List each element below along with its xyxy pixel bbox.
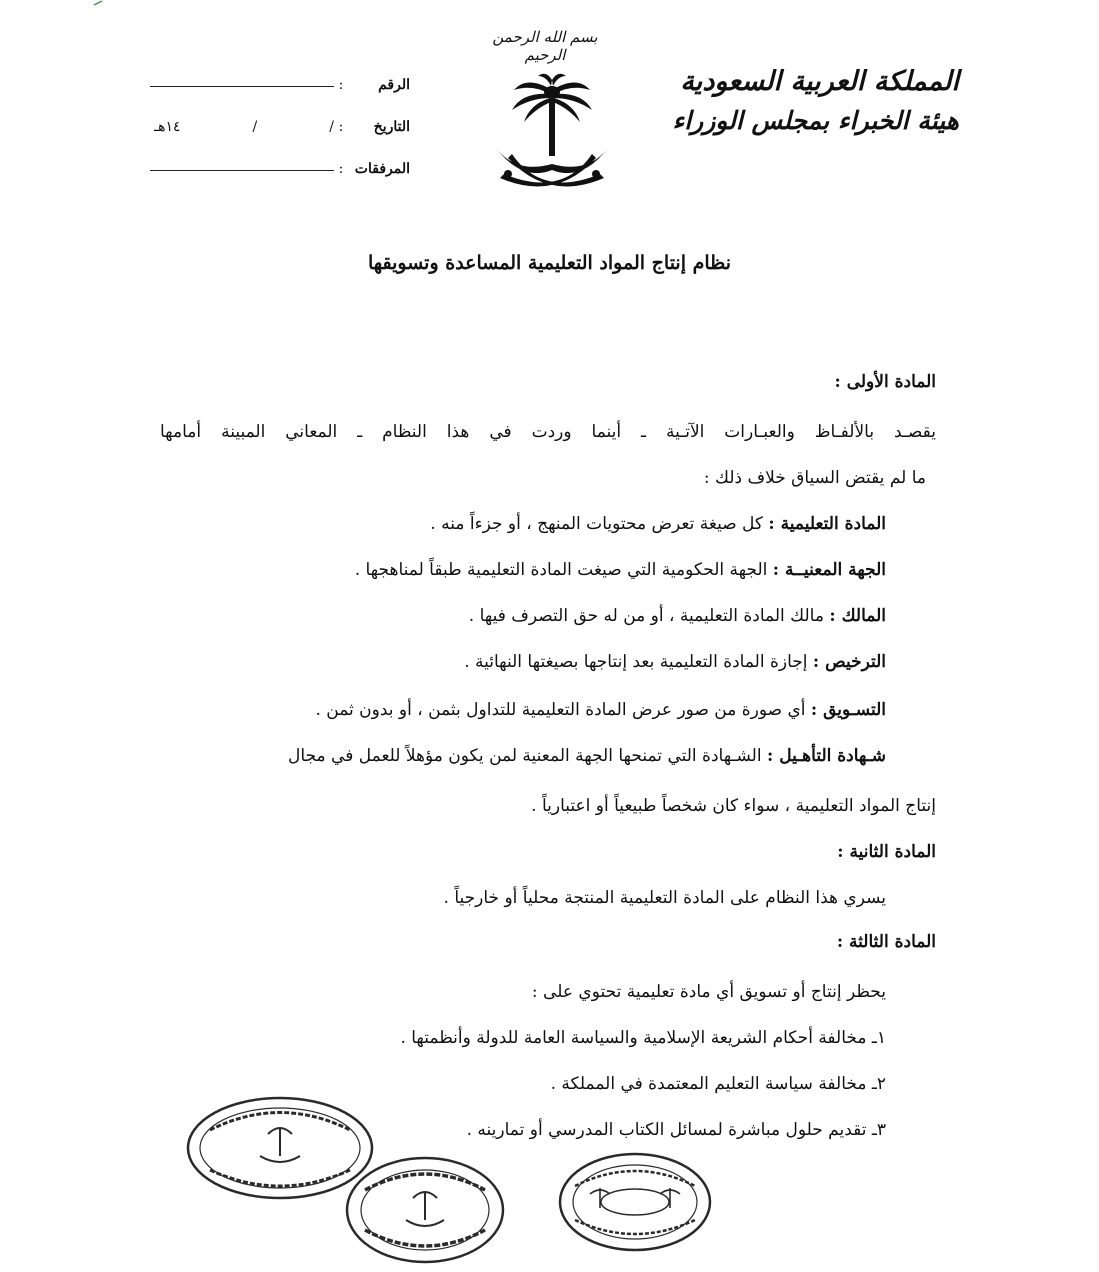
article3-list-item: ٣ـ تقديم حلول مباشرة لمسائل الكتاب المدرسي أو تمارينه . <box>466 1120 886 1140</box>
date-sep-1: / <box>329 119 334 135</box>
article1-intro-line1: يقصـد بالألفـاظ والعبـارات الآتـية ـ أينما وردت في هذا النظام ـ المعاني المبينة أمامها <box>160 422 936 442</box>
definition-item <box>315 700 886 720</box>
definition-term: المالك : <box>829 606 886 626</box>
corner-mark-icon <box>92 0 116 6</box>
definition-text: الجهة الحكومية التي صيغت المادة التعليمية طبقاً لمناهجها . <box>354 560 773 580</box>
article1-intro-line2: ما لم يقتض السياق خلاف ذلك : <box>703 468 926 488</box>
definition-continuation: إنتاج المواد التعليمية ، سواء كان شخصاً طبيعياً أو اعتبارياً . <box>531 796 936 816</box>
date-colon: : <box>338 119 344 135</box>
date-sep-2: / <box>252 119 258 135</box>
article3-intro: يحظر إنتاج أو تسويق أي مادة تعليمية تحتوي على : <box>531 982 886 1002</box>
reference-block <box>150 64 410 190</box>
definition-text: كل صيغة تعرض محتويات المنهج ، أو جزءاً منه . <box>430 514 769 534</box>
attachments-label: المرفقات <box>354 161 410 177</box>
date-label: التاريخ <box>373 119 410 135</box>
definition-item <box>469 606 886 626</box>
definition-item <box>160 746 886 766</box>
number-colon: : <box>338 77 344 93</box>
date-row <box>150 106 410 148</box>
definition-term: الترخيص : <box>812 652 886 672</box>
definition-item <box>464 652 886 672</box>
bismillah: بسم الله الرحمن الرحيم <box>492 28 598 64</box>
document-title: نظام إنتاج المواد التعليمية المساعدة وتسويقها <box>367 252 732 274</box>
definition-item <box>430 514 886 534</box>
definition-text: إجازة المادة التعليمية بعد إنتاجها بصيغتها النهائية . <box>464 652 813 672</box>
article2-text: يسري هذا النظام على المادة التعليمية المنتجة محلياً أو خارجياً . <box>443 888 886 908</box>
definition-term: شـهادة التأهـيل : <box>767 746 886 766</box>
article3-heading: المادة الثالثة : <box>836 932 936 952</box>
article3-list-item: ١ـ مخالفة أحكام الشريعة الإسلامية والسياسة العامة للدولة وأنظمتها . <box>400 1028 886 1048</box>
definition-text: مالك المادة التعليمية ، أو من له حق التصرف فيها . <box>468 606 830 626</box>
article1-heading: المادة الأولى : <box>834 372 936 392</box>
definition-term: الجهة المعنيــة : <box>772 560 886 580</box>
article3-list-item: ٢ـ مخالفة سياسة التعليم المعتمدة في المملكة . <box>550 1074 886 1094</box>
date-suffix: ١٤هـ <box>154 119 181 135</box>
stamp-certified-copy-icon <box>560 1154 710 1250</box>
number-row <box>150 64 410 106</box>
number-field-line <box>150 86 334 87</box>
number-label: الرقم <box>378 77 410 93</box>
attachments-field-line <box>150 170 334 171</box>
definition-term: التسـويق : <box>810 700 886 720</box>
stamp-experts-icon <box>188 1098 372 1198</box>
organization-authority: هيئة الخبراء بمجلس الوزراء <box>672 106 959 135</box>
definition-text: أي صورة من صور عرض المادة التعليمية للتداول بثمن ، أو بدون ثمن . <box>315 700 811 720</box>
attachments-colon: : <box>338 161 344 177</box>
date-value <box>150 119 334 135</box>
attachments-row <box>150 148 410 190</box>
article2-heading: المادة الثانية : <box>837 842 936 862</box>
definition-item <box>355 560 886 580</box>
definition-text: الشـهادة التي تمنحها الجهة المعنية لمن يكون مؤهلاً للعمل في مجال <box>288 746 767 766</box>
stamp-cabinet-secretariat-icon <box>347 1158 503 1262</box>
official-stamps <box>180 1090 740 1265</box>
organization-country: المملكة العربية السعودية <box>680 66 959 97</box>
definition-term: المادة التعليمية : <box>768 514 886 534</box>
organization-header <box>659 62 959 140</box>
saudi-emblem-icon <box>492 70 612 205</box>
